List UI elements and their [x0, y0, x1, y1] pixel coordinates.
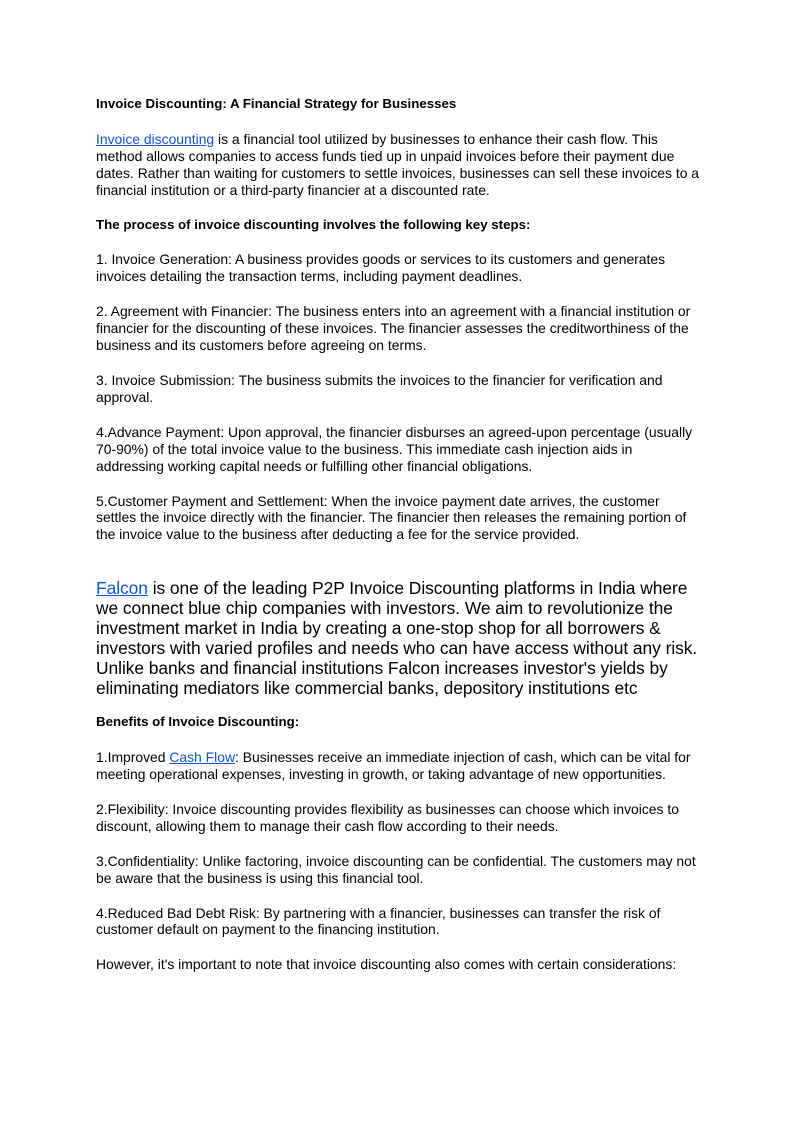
falcon-link[interactable]: Falcon	[96, 578, 148, 599]
benefit-1-prefix: 1.Improved	[96, 749, 170, 766]
benefit-3: 3.Confidentiality: Unlike factoring, invoice discounting can be confidential. The customers may not be aware that the business is using this financial tool.	[96, 852, 696, 886]
closing-paragraph: However, it's important to note that invoice discounting also comes with certain considerations:	[96, 956, 677, 973]
benefit-4: 4.Reduced Bad Debt Risk: By partnering with a financier, businesses can transfer the risk of customer default on payment to the financing institution.	[96, 904, 661, 938]
cash-flow-link[interactable]: Cash Flow	[169, 749, 235, 766]
document-title: Invoice Discounting: A Financial Strategy for Businesses	[96, 96, 457, 111]
process-heading: The process of invoice discounting involves the following key steps:	[96, 216, 531, 232]
benefits-heading: Benefits of Invoice Discounting:	[96, 714, 300, 730]
benefit-2: 2.Flexibility: Invoice discounting provides flexibility as businesses can choose which invoices to discount, allowing them to manage their cash flow according to their needs.	[96, 800, 679, 834]
intro-text: is a financial tool utilized by businesses to enhance their cash flow. This method allows companies to access funds tied up in unpaid invoices before their payment due dates. Rather than waiting for customers to settle invoices, businesses can sell these invoices to a financial institution or a third-party financier at a discounted rate.	[96, 130, 700, 198]
document-page	[96, 96, 702, 973]
falcon-promo-paragraph	[96, 578, 702, 698]
step-5: 5.Customer Payment and Settlement: When the invoice payment date arrives, the customer settles the invoice directly with the financier. The financier then releases the remaining portion of the invoice value to the business after deducting a fee for the service provided.	[96, 492, 687, 543]
step-2: 2. Agreement with Financier: The business enters into an agreement with a financial institution or financier for the discounting of these invoices. The financier assesses the creditworthiness of the business and its customers before agreeing on terms.	[96, 303, 691, 354]
step-4: 4.Advance Payment: Upon approval, the financier disburses an agreed-upon percentage (usually 70-90%) of the total invoice value to the business. This immediate cash injection aids in addressing working capital needs or fulfilling other financial obligations.	[96, 423, 693, 474]
step-1: 1. Invoice Generation: A business provides goods or services to its customers and generates invoices detailing the transaction terms, including payment deadlines.	[96, 251, 666, 285]
benefit-1	[96, 749, 702, 783]
invoice-discounting-link[interactable]: Invoice discounting	[96, 130, 215, 147]
promo-text: is one of the leading P2P Invoice Discounting platforms in India where we connect blue chip companies with investors. We aim to revolutionize the investment market in India by creating a one-stop shop for all borrowers & investors with varied profiles and needs who can have access without any risk. Unlike banks and financial institutions Falcon increases investor's yields by eliminating mediators like commercial banks, depository institutions etc	[96, 578, 698, 699]
step-3: 3. Invoice Submission: The business submits the invoices to the financier for verification and approval.	[96, 371, 663, 405]
intro-paragraph	[96, 131, 702, 199]
benefit-1-text: : Businesses receive an immediate injection of cash, which can be vital for meeting operational expenses, investing in growth, or taking advantage of new opportunities.	[96, 749, 691, 783]
